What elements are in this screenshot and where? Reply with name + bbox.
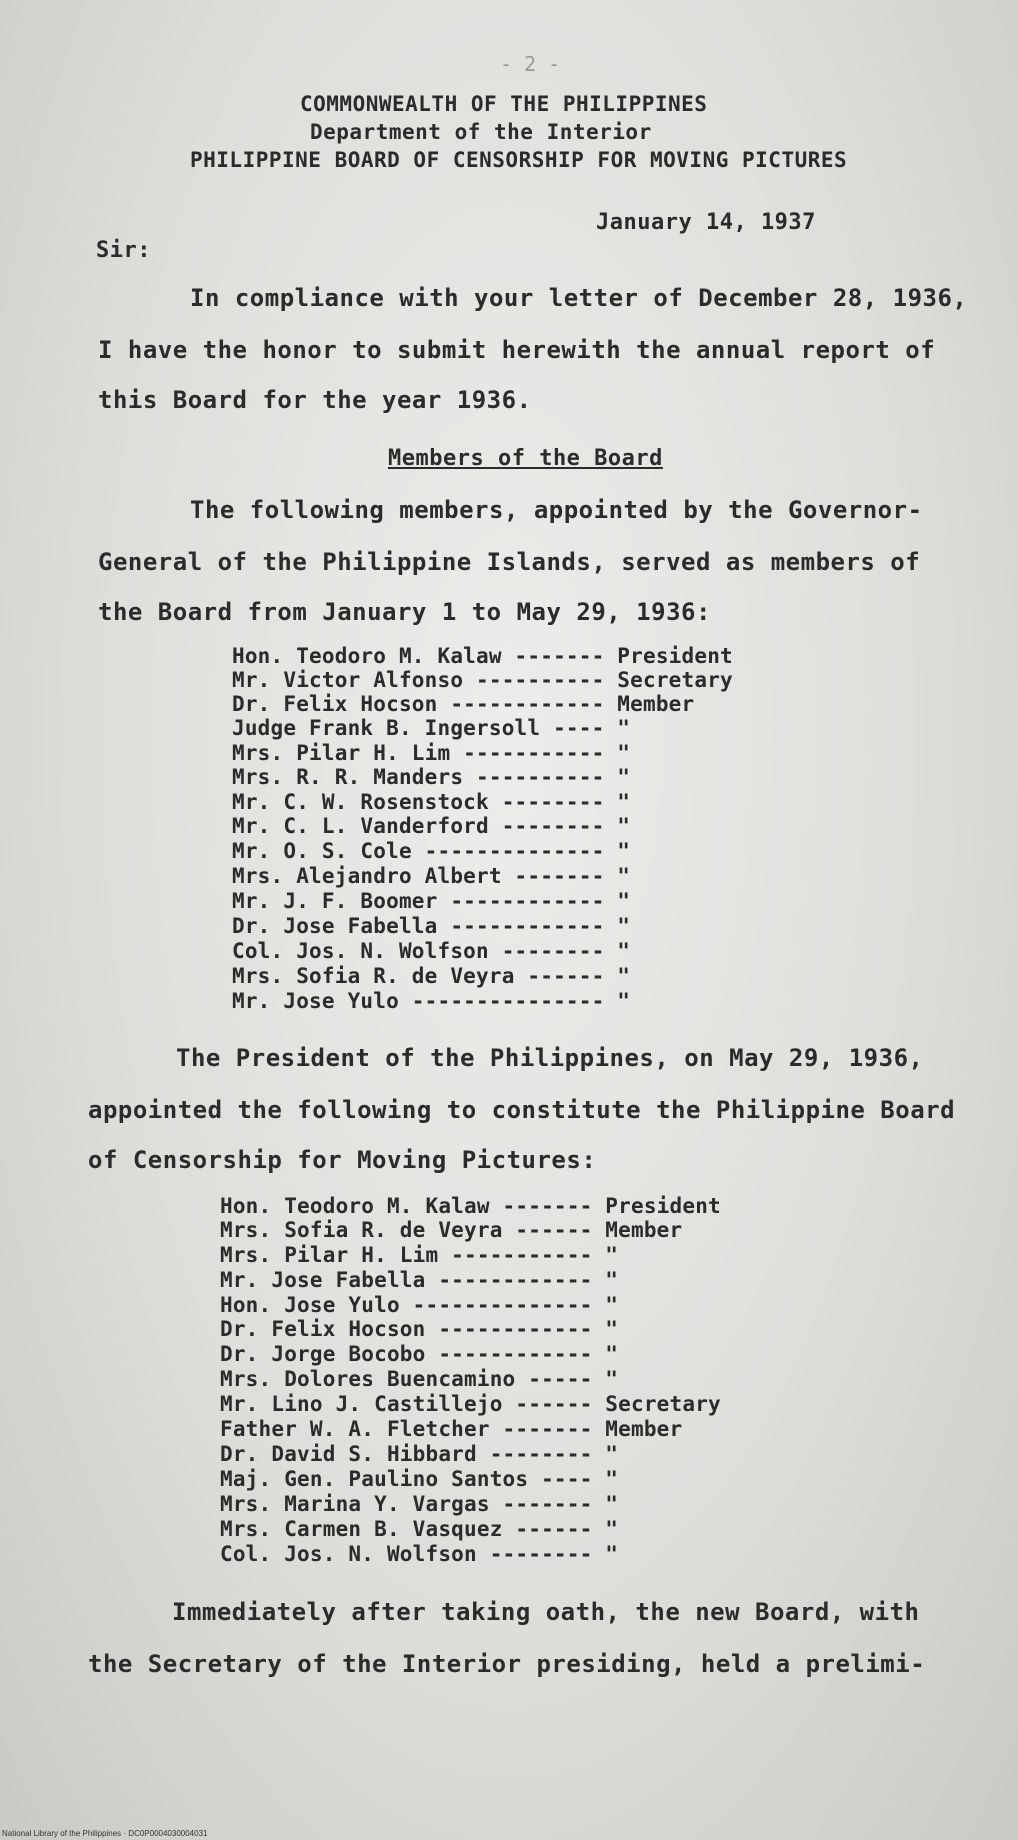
member-entry: Mrs. Sofia R. de Veyra ------ " <box>232 964 631 988</box>
member-entry: Mr. O. S. Cole -------------- " <box>232 839 631 863</box>
member-entry: Mr. Jose Yulo --------------- " <box>232 989 631 1013</box>
member-entry: Hon. Teodoro M. Kalaw ------- President <box>220 1194 721 1218</box>
intro-line-3: this Board for the year 1936. <box>98 386 532 414</box>
member-entry: Father W. A. Fletcher ------- Member <box>220 1417 683 1441</box>
footer-credit: National Library of the Philippines · DC0P0004030004031 <box>2 1829 208 1838</box>
member-entry: Mr. Lino J. Castillejo ------ Secretary <box>220 1392 721 1416</box>
intro-line-2: I have the honor to submit herewith the annual report of <box>98 336 936 364</box>
member-entry: Mr. Jose Fabella ------------ " <box>220 1268 619 1292</box>
header-board: PHILIPPINE BOARD OF CENSORSHIP FOR MOVING PICTURES <box>190 148 848 172</box>
member-entry: Col. Jos. N. Wolfson -------- " <box>220 1542 619 1566</box>
member-entry: Maj. Gen. Paulino Santos ---- " <box>220 1467 619 1491</box>
member-entry: Mrs. Marina Y. Vargas ------- " <box>220 1492 619 1516</box>
member-entry: Mrs. Dolores Buencamino ----- " <box>220 1367 619 1391</box>
member-entry: Mrs. Carmen B. Vasquez ------ " <box>220 1517 619 1541</box>
member-entry: Dr. Jose Fabella ------------ " <box>232 914 631 938</box>
closing-line-1: Immediately after taking oath, the new Board, with <box>172 1598 920 1626</box>
member-entry: Mr. Victor Alfonso ---------- Secretary <box>232 668 733 692</box>
member-entry: Mrs. R. R. Manders ---------- " <box>232 765 631 789</box>
paragraph2-line-2: appointed the following to constitute the Philippine Board <box>88 1096 956 1124</box>
member-entry: Mrs. Alejandro Albert ------- " <box>232 864 631 888</box>
member-entry: Mr. C. L. Vanderford -------- " <box>232 814 631 838</box>
paragraph2-line-1: The President of the Philippines, on May 29, 1936, <box>176 1044 924 1072</box>
member-entry: Mrs. Pilar H. Lim ----------- " <box>220 1243 619 1267</box>
section-title: Members of the Board <box>388 446 663 471</box>
paragraph1-line-1: The following members, appointed by the Governor- <box>190 496 923 524</box>
member-entry: Dr. Felix Hocson ------------ Member <box>232 692 695 716</box>
header-department: Department of the Interior <box>310 120 652 144</box>
salutation: Sir: <box>96 238 151 263</box>
page-number: - 2 - <box>500 52 561 76</box>
header-commonwealth: COMMONWEALTH OF THE PHILIPPINES <box>300 92 708 116</box>
member-entry: Mr. J. F. Boomer ------------ " <box>232 889 631 913</box>
member-entry: Hon. Jose Yulo -------------- " <box>220 1293 619 1317</box>
member-entry: Dr. David S. Hibbard -------- " <box>220 1442 619 1466</box>
paragraph1-line-2: General of the Philippine Islands, served as members of <box>98 548 921 576</box>
paragraph1-line-3: the Board from January 1 to May 29, 1936: <box>98 598 711 626</box>
member-entry: Dr. Felix Hocson ------------ " <box>220 1317 619 1341</box>
paragraph2-line-3: of Censorship for Moving Pictures: <box>88 1146 597 1174</box>
member-entry: Dr. Jorge Bocobo ------------ " <box>220 1342 619 1366</box>
intro-line-1: In compliance with your letter of December 28, 1936, <box>190 284 968 312</box>
member-entry: Judge Frank B. Ingersoll ---- " <box>232 716 631 740</box>
member-entry: Mrs. Sofia R. de Veyra ------ Member <box>220 1218 683 1242</box>
member-entry: Mrs. Pilar H. Lim ----------- " <box>232 741 631 765</box>
member-entry: Hon. Teodoro M. Kalaw ------- President <box>232 644 733 668</box>
date: January 14, 1937 <box>596 210 816 235</box>
member-entry: Mr. C. W. Rosenstock -------- " <box>232 790 631 814</box>
member-entry: Col. Jos. N. Wolfson -------- " <box>232 939 631 963</box>
closing-line-2: the Secretary of the Interior presiding, held a prelimi- <box>88 1650 926 1678</box>
